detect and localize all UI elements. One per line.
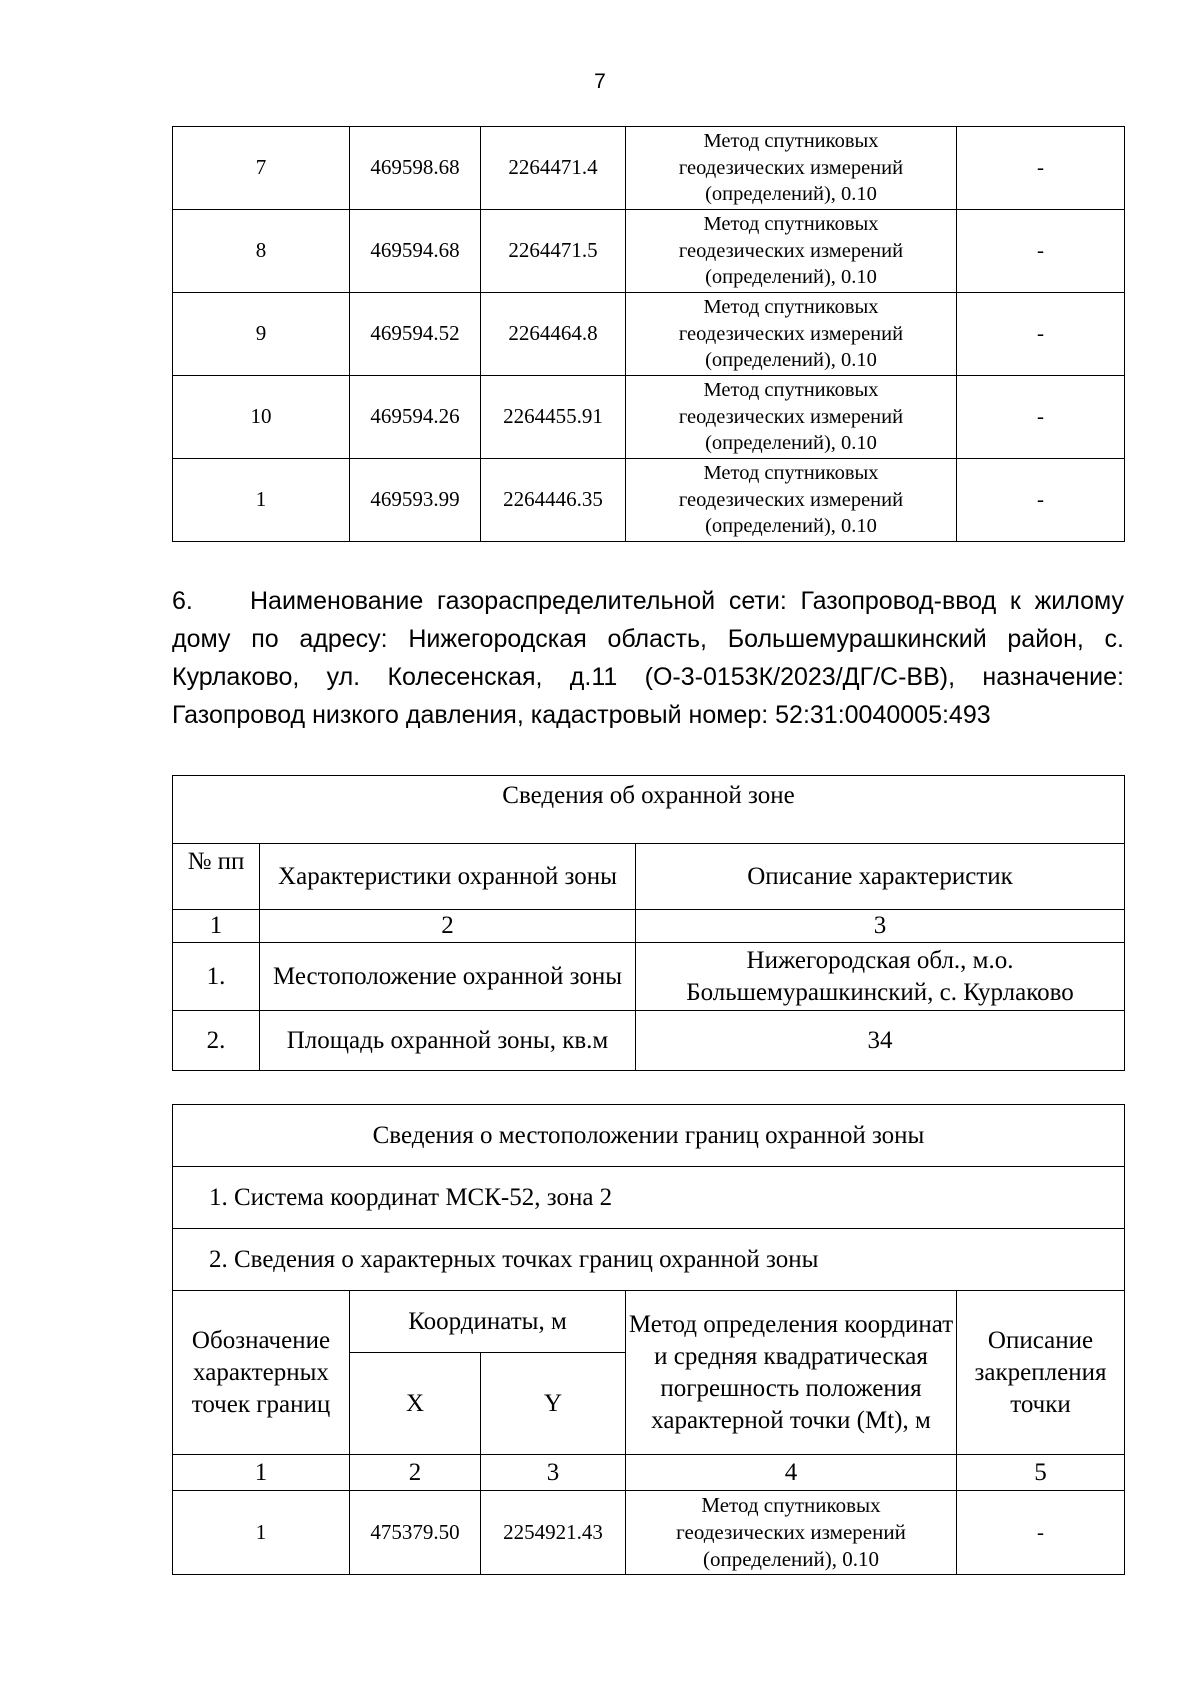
boundary-index-5: 5 (957, 1455, 1125, 1491)
header-coordinates: Координаты, м (350, 1291, 626, 1353)
protection-zone-table (172, 775, 1125, 1071)
method-line: (определений), 0.10 (705, 515, 877, 538)
point-cell: 8 (173, 210, 350, 293)
table-row (173, 210, 1125, 293)
method-line: геодезических измерений (678, 322, 904, 345)
description-cell: - (957, 376, 1125, 459)
table-row (173, 127, 1125, 210)
method-line: Метод спутниковых (703, 462, 879, 485)
y-cell: 2264446.35 (481, 459, 626, 542)
table-row (173, 293, 1125, 376)
method-cell (626, 127, 957, 210)
method-line: геодезических измерений (676, 1520, 906, 1545)
table-row (173, 943, 1125, 1011)
method-line: (определений), 0.10 (705, 349, 877, 372)
point-cell: 1 (173, 459, 350, 542)
x-cell: 469594.26 (350, 376, 481, 459)
header-x: X (350, 1353, 481, 1455)
zone-row-characteristic: Площадь охранной зоны, кв.м (260, 1011, 636, 1071)
zone-row-description: Нижегородская обл., м.о. Большемурашкинский, с. Курлаково (636, 943, 1125, 1011)
method-line: геодезических измерений (678, 156, 904, 179)
point-cell: 10 (173, 376, 350, 459)
zone-header-description: Описание характеристик (636, 844, 1125, 910)
boundary-index-2: 2 (350, 1455, 481, 1491)
y-cell: 2264464.8 (481, 293, 626, 376)
zone-row-num: 1. (173, 943, 260, 1011)
header-y: Y (481, 1353, 626, 1455)
x-cell: 469598.68 (350, 127, 481, 210)
method-line: Метод спутниковых (703, 379, 879, 402)
zone-row-num: 2. (173, 1011, 260, 1071)
zone-header-num: № пп (173, 844, 260, 910)
method-cell (626, 376, 957, 459)
x-cell: 469594.52 (350, 293, 481, 376)
method-line: (определений), 0.10 (705, 266, 877, 289)
method-line: (определений), 0.10 (702, 1546, 880, 1571)
method-cell (626, 459, 957, 542)
table-row (173, 459, 1125, 542)
method-line: геодезических измерений (678, 239, 904, 262)
section-6-paragraph (172, 582, 1124, 734)
point-cell: 9 (173, 293, 350, 376)
x-cell: 469594.68 (350, 210, 481, 293)
y-cell: 2264471.4 (481, 127, 626, 210)
method-cell (626, 1491, 957, 1575)
description-cell: - (957, 293, 1125, 376)
table-row (173, 1011, 1125, 1071)
method-line: (определений), 0.10 (705, 432, 877, 455)
table-row (173, 1491, 1125, 1575)
method-line: Метод спутниковых (703, 213, 879, 236)
method-line: геодезических измерений (678, 405, 904, 428)
method-line: Метод спутниковых (703, 130, 879, 153)
zone-row-characteristic: Местоположение охранной зоны (260, 943, 636, 1011)
section-number: 6. (172, 587, 193, 615)
method-line: геодезических измерений (678, 488, 904, 511)
zone-index-3: 3 (636, 910, 1125, 943)
boundary-index-3: 3 (481, 1455, 626, 1491)
page-number: 7 (594, 70, 606, 93)
description-cell: - (957, 210, 1125, 293)
method-cell (626, 210, 957, 293)
header-method: Метод определения координат и средняя квадратическая погрешность положения характерной точки (Mt), м (626, 1291, 957, 1455)
y-cell: 2264471.5 (481, 210, 626, 293)
zone-index-1: 1 (173, 910, 260, 943)
description-cell: - (957, 459, 1125, 542)
description-cell: - (957, 1491, 1125, 1575)
method-line: Метод спутниковых (703, 296, 879, 319)
x-cell: 475379.50 (350, 1491, 481, 1575)
boundary-index-4: 4 (626, 1455, 957, 1491)
boundary-table-title: Сведения о местоположении границ охранной зоны (173, 1105, 1125, 1167)
header-description: Описание закрепления точки (957, 1291, 1125, 1455)
method-line: Метод спутниковых (701, 1493, 881, 1518)
zone-index-2: 2 (260, 910, 636, 943)
boundary-index-1: 1 (173, 1455, 350, 1491)
point-cell: 7 (173, 127, 350, 210)
boundary-points-caption: 2. Сведения о характерных точках границ охранной зоны (173, 1229, 1125, 1291)
method-line: (определений), 0.10 (705, 183, 877, 206)
method-cell (626, 293, 957, 376)
description-cell: - (957, 127, 1125, 210)
boundary-location-table (172, 1104, 1125, 1575)
table-row (173, 376, 1125, 459)
zone-table-title: Сведения об охранной зоне (173, 776, 1125, 844)
y-cell: 2264455.91 (481, 376, 626, 459)
zone-header-characteristic: Характеристики охранной зоны (260, 844, 636, 910)
x-cell: 469593.99 (350, 459, 481, 542)
zone-row-description: 34 (636, 1011, 1125, 1071)
coordinate-system: 1. Система координат МСК-52, зона 2 (173, 1167, 1125, 1229)
section-text: Наименование газораспределительной сети: Газопровод-ввод к жилому дому по адресу: Нижегородская область, Большемурашкинский район, с. Курлаково, ул. Колесенская, д.11 (О-3-0153К/2023/ДГ/С-ВВ), назначение: Газопровод низкого давления, кадастровый номер: 52:31:0040005:493 (172, 587, 1124, 729)
y-cell: 2254921.43 (481, 1491, 626, 1575)
coordinates-table-continued (172, 126, 1125, 542)
header-point-designation: Обозначение характерных точек границ (173, 1291, 350, 1455)
point-cell: 1 (173, 1491, 350, 1575)
